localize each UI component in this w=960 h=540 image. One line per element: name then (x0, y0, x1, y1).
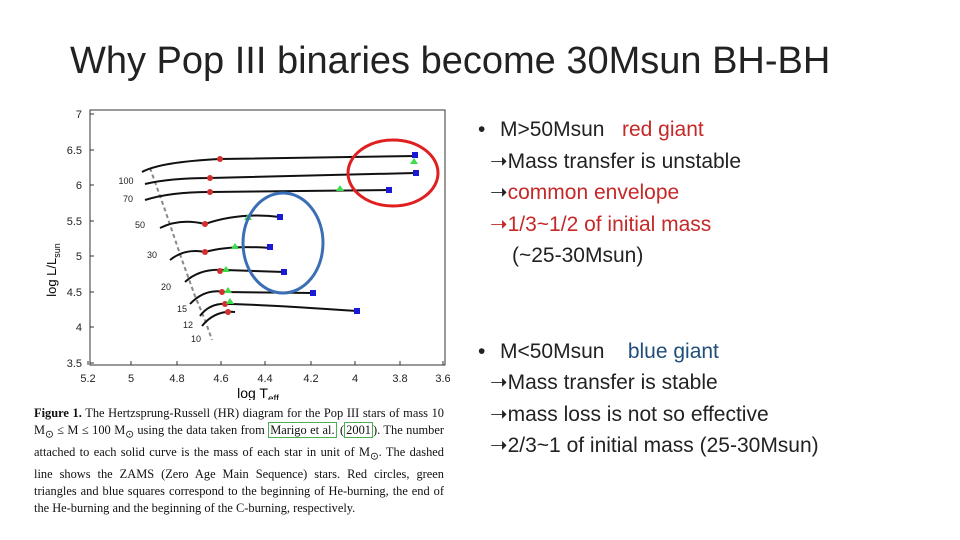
x-tick-label: 4.2 (303, 373, 319, 385)
y-tick-label: 7 (75, 109, 82, 121)
he-start-marker (202, 249, 208, 255)
x-tick-label: 4.6 (213, 373, 229, 385)
he-start-marker (207, 175, 213, 181)
hr-diagram (30, 100, 450, 405)
bullet-heading (500, 336, 719, 368)
bullet-heavy (478, 114, 819, 146)
bullet-line: (~25-30Msun) (512, 244, 644, 267)
bullet-list (478, 114, 819, 462)
c-start-marker (310, 290, 316, 296)
mass-label: 100 (118, 176, 134, 186)
mass-label: 20 (160, 282, 172, 292)
y-axis-label: $\log L/L_{sun}$ (44, 243, 62, 297)
bullet-light (478, 336, 819, 368)
bullet-line: ➝common envelope (490, 181, 680, 204)
c-start-marker (277, 214, 283, 220)
bullet-line: ➝Mass transfer is unstable (490, 149, 742, 173)
y-tick-label: 4.5 (66, 287, 82, 299)
bullet-heading (500, 114, 704, 146)
y-tick-label: 6.5 (66, 145, 82, 157)
caption-label: Figure 1. (34, 406, 82, 420)
c-start-marker (412, 152, 418, 158)
bullet-dot: • (478, 118, 486, 141)
y-tick-label: 5.5 (66, 216, 82, 228)
y-tick-label: 5 (75, 251, 82, 263)
x-tick-label: 4.8 (169, 373, 185, 385)
y-tick-label: 3.5 (66, 358, 82, 370)
citation-year-link[interactable]: 2001 (346, 422, 371, 437)
bullet-head-text: M<50Msun (500, 339, 605, 363)
x-axis-label: $\log T_{eff}$ (237, 385, 279, 400)
caption-text: . The number attached to each solid curve is the mass of each star in unit of M (34, 422, 445, 460)
red-giant-label: red giant (621, 118, 704, 141)
x-tick-label: 3.6 (435, 373, 450, 385)
sun-symbol: ⊙ (125, 429, 134, 441)
sun-symbol: ⊙ (370, 451, 379, 463)
he-start-marker (225, 309, 231, 315)
he-start-marker (217, 268, 223, 274)
x-tick-label: 3.8 (392, 373, 408, 385)
blue-giant-label: blue giant (627, 339, 719, 363)
c-start-marker (281, 269, 287, 275)
c-start-marker (267, 244, 273, 250)
mass-label: 12 (182, 320, 194, 330)
he-start-marker (217, 156, 223, 162)
bullet-line: ➝Mass transfer is stable (490, 371, 718, 394)
x-tick-label: 5.2 (80, 373, 96, 385)
x-tick-label: 4 (351, 373, 359, 385)
c-start-marker (413, 170, 419, 176)
c-start-marker (354, 308, 360, 314)
figure-caption: Figure 1. The Hertzsprung-Russell (HR) diagram for the Pop III stars of mass 10 $M_⊙ \le M \le 100$ $M_⊙$ using the data taken from Marigo et al. ( 2001 ). The number attached to each solid curve is the mass of each star in unit of $M_⊙$. The dashed line shows the ZAMS (Zero Age Main Sequence) stars. Red circles, green triangles and blue squares correspond to the beginning of He-burning, the end of the He-burning and the beginning of the C-burning, respectively. (34, 406, 445, 515)
caption-text: . The dashed line shows the ZAMS (Zero Age Main Sequence) stars. Red circles, green triangles and blue squares correspond to the beginning of He-burning, the end of the He-burning and the beginning of the C-burning, respectively. (34, 445, 444, 515)
mass-label: 70 (122, 194, 134, 204)
x-tick-label: 5 (127, 373, 135, 385)
bullet-line: ➝2/3~1 of initial mass (25-30Msun) (490, 434, 819, 457)
c-start-marker (386, 187, 392, 193)
mass-label: 10 (190, 334, 202, 344)
caption-text: using the data taken from (133, 422, 269, 437)
mass-label: 30 (146, 250, 158, 260)
y-tick-label: 4 (75, 322, 82, 334)
bullet-head-text: M>50Msun (500, 118, 605, 141)
caption-text: ≤ M ≤ 100 M (53, 422, 126, 437)
he-start-marker (207, 189, 213, 195)
caption-text: The Hertzsprung-Russell (HR) diagram for the Pop III stars of mass 10 M (34, 406, 445, 437)
common-envelope-label: common envelope (507, 181, 680, 204)
he-start-marker (219, 289, 225, 295)
bullet-line: ➝mass loss is not so effective (490, 402, 769, 426)
bullet-dot: • (478, 339, 486, 363)
plot-frame (90, 110, 445, 365)
mass-label: 15 (176, 304, 188, 314)
hr-diagram-svg (30, 100, 450, 400)
he-start-marker (202, 221, 208, 227)
mass-label: 50 (134, 220, 146, 230)
citation-link[interactable]: Marigo et al. (270, 422, 335, 437)
bullet-line: ➝1/3~1/2 of initial mass (490, 212, 712, 236)
sun-symbol: ⊙ (45, 429, 54, 441)
y-tick-label: 6 (75, 180, 82, 192)
x-tick-label: 4.4 (257, 373, 273, 385)
slide-title: Why Pop III binaries become 30Msun BH-BH (70, 40, 831, 82)
